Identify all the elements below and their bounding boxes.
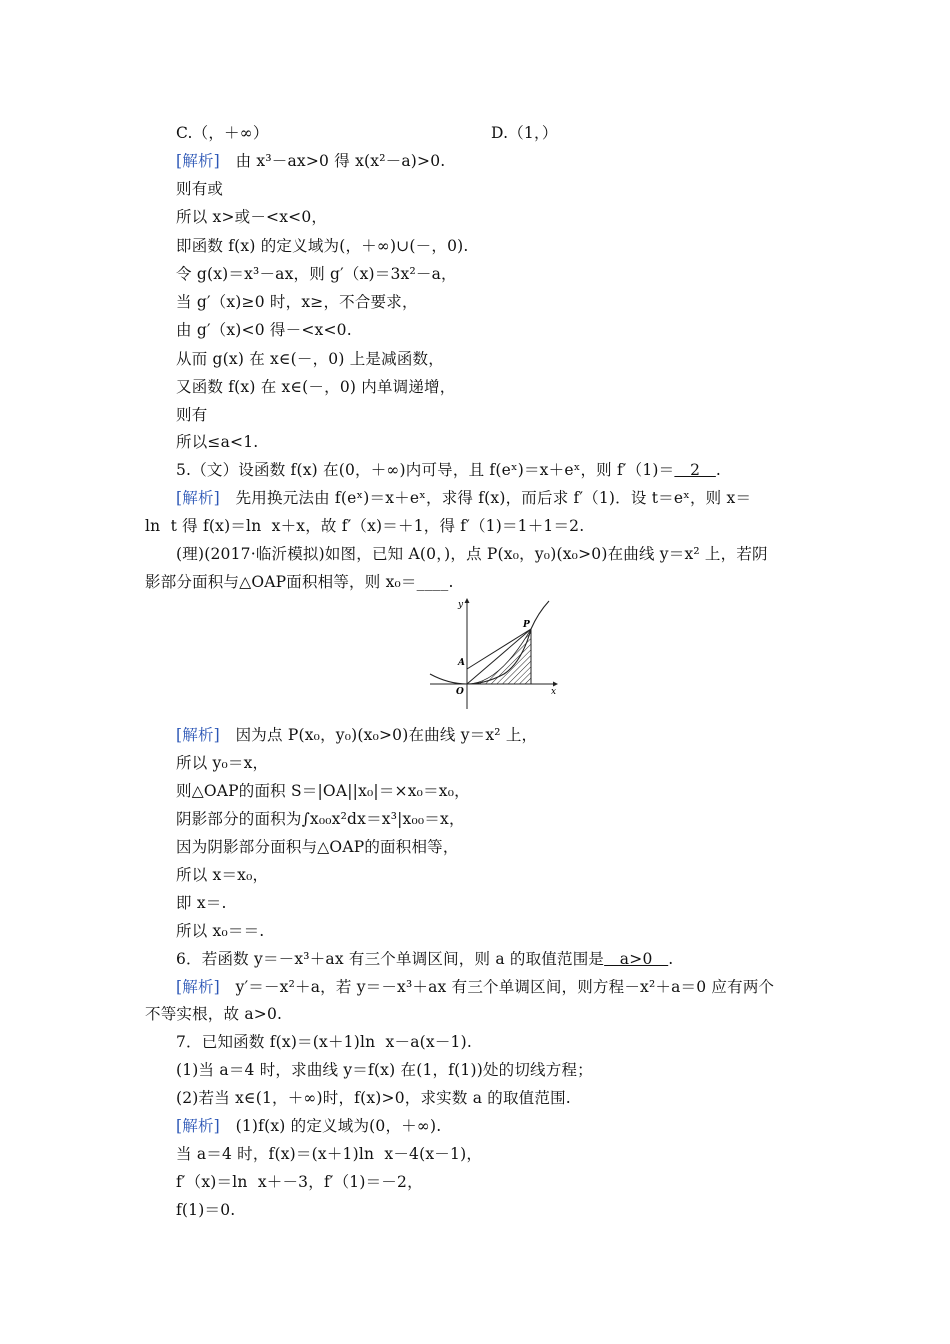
line-text: 先用换元法由 f(eˣ)＝x＋eˣ，求得 f(x)，而后求 f′（1)．设 t＝eˣ，则 x＝ <box>219 489 752 507</box>
line-text: . <box>668 950 674 968</box>
answer-blank: a>0 <box>604 950 669 968</box>
line-text: 从而 g(x) 在 x∈(－，0) 上是减函数， <box>176 350 444 368</box>
text-line <box>176 179 223 199</box>
text-line <box>176 405 207 425</box>
text-line <box>176 292 418 312</box>
text-line <box>176 207 327 227</box>
line-text: 则有 <box>176 406 208 424</box>
text-line <box>176 320 352 340</box>
line-text: 5.（文）设函数 f(x) 在(0，＋∞)内可导，且 f(eˣ)＝x＋eˣ，则 f′（1)＝ <box>176 461 675 479</box>
line-text: ln t 得 f(x)＝ln x＋x，故 f′（x)＝＋1，得 f′（1)＝1＋1＝2. <box>145 517 585 535</box>
label-x: x <box>551 687 557 697</box>
text-line <box>176 1144 482 1164</box>
line-text: 因为阴影部分面积与△OAP的面积相等， <box>176 838 459 856</box>
line-text: . <box>715 461 721 479</box>
text-line <box>176 349 444 369</box>
line-text: 影部分面积与△OAP面积相等，则 x₀＝ <box>145 573 417 591</box>
text-line <box>176 1116 441 1136</box>
text-line <box>176 753 268 773</box>
line-text: 则△OAP的面积 S＝|OA||x₀|＝×x₀＝x₀， <box>176 782 470 800</box>
text-line <box>176 781 470 801</box>
line-text: 6．若函数 y＝－x³＋ax 有三个单调区间，则 a 的取值范围是 <box>176 950 605 968</box>
text-line <box>176 1088 571 1108</box>
line-text: 因为点 P(x₀，y₀)(x₀>0)在曲线 y＝x² 上， <box>219 726 538 744</box>
line-text: 由 x³－ax>0 得 x(x²－a)>0. <box>219 152 446 170</box>
text-line <box>176 544 768 564</box>
line-text: f′（x)＝ln x＋－3，f′（1)＝－2， <box>176 1173 423 1191</box>
line-text: 由 g′（x)<0 得－<x<0. <box>176 321 352 339</box>
text-line <box>176 1032 472 1052</box>
text-line <box>176 264 457 284</box>
text-line <box>176 151 445 171</box>
text-line <box>176 488 751 508</box>
label-y: y <box>458 600 464 610</box>
text-line <box>176 893 227 913</box>
text-line <box>176 123 558 143</box>
analysis-tag: [解析] <box>176 726 220 744</box>
line-text: 当 a＝4 时，f(x)＝(x＋1)ln x－4(x－1)， <box>176 1145 483 1163</box>
y-axis-arrow <box>465 598 470 603</box>
analysis-tag: [解析] <box>176 1117 220 1135</box>
text-line <box>176 921 264 941</box>
line-text: f(1)＝0. <box>176 1201 236 1219</box>
analysis-tag: [解析] <box>176 152 220 170</box>
x-axis-arrow <box>553 682 558 687</box>
line-text: (2)若当 x∈(1，＋∞)时，f(x)>0，求实数 a 的取值范围. <box>176 1089 571 1107</box>
parabola-curve-upper <box>531 601 549 629</box>
text-line <box>176 460 721 480</box>
text-line <box>176 809 465 829</box>
text-line <box>176 977 774 997</box>
line-text: 当 g′（x)≥0 时，x≥，不合要求， <box>176 293 418 311</box>
text-line <box>145 516 584 536</box>
line-text: 不等实根，故 a>0. <box>145 1005 283 1023</box>
text-line <box>176 432 258 452</box>
line-text: 即 x＝. <box>176 894 227 912</box>
analysis-tag: [解析] <box>176 489 220 507</box>
line-text: (理)(2017·临沂模拟)如图，已知 A(0，)，点 P(x₀，y₀)(x₀>0)在曲线 y＝x² 上，若阴 <box>176 545 768 563</box>
parabola-figure <box>425 597 560 712</box>
text-line <box>176 377 455 397</box>
label-p: P <box>523 620 530 630</box>
label-o: O <box>456 687 464 697</box>
text-line <box>176 1200 235 1220</box>
line-text: 即函数 f(x) 的定义域为(，＋∞)∪(－，0). <box>176 237 469 255</box>
text-line <box>176 1172 423 1192</box>
line-text: 令 g(x)＝x³－ax，则 g′（x)＝3x²－a， <box>176 265 457 283</box>
option-d: D.（1，） <box>491 124 558 142</box>
text-line <box>176 725 537 745</box>
line-text: 所以 y₀＝x， <box>176 754 269 772</box>
line-text: 所以 x＝x₀， <box>176 866 269 884</box>
line-text: 所以≤a<1. <box>176 433 259 451</box>
line-text: 7．已知函数 f(x)＝(x＋1)ln x－a(x－1). <box>176 1033 472 1051</box>
line-text: (1)当 a＝4 时，求曲线 y＝f(x) 在(1，f(1))处的切线方程； <box>176 1061 593 1079</box>
text-line <box>176 837 459 857</box>
line-text: (1)f(x) 的定义域为(0，＋∞). <box>219 1117 442 1135</box>
line-text: 则有或 <box>176 180 224 198</box>
text-line <box>145 572 454 592</box>
line-text: C.（，＋∞） <box>176 124 269 142</box>
line-text: ____ <box>416 573 449 591</box>
line-text: 所以 x₀＝＝. <box>176 922 265 940</box>
text-line <box>176 236 469 256</box>
analysis-tag: [解析] <box>176 978 220 996</box>
line-text: y′＝－x²＋a，若 y＝－x³＋ax 有三个单调区间，则方程－x²＋a＝0 应有两个 <box>219 978 775 996</box>
text-line <box>176 949 673 969</box>
line-text: 阴影部分的面积为∫x₀₀x²dx＝x³|x₀₀＝x， <box>176 810 465 828</box>
text-line <box>176 1060 593 1080</box>
text-line <box>176 865 268 885</box>
label-a: A <box>458 658 465 668</box>
line-text: . <box>448 573 454 591</box>
text-line <box>145 1004 282 1024</box>
answer-blank: 2 <box>674 461 716 479</box>
line-text: 又函数 f(x) 在 x∈(－，0) 内单调递增， <box>176 378 456 396</box>
line-text: 所以 x>或－<x<0， <box>176 208 328 226</box>
